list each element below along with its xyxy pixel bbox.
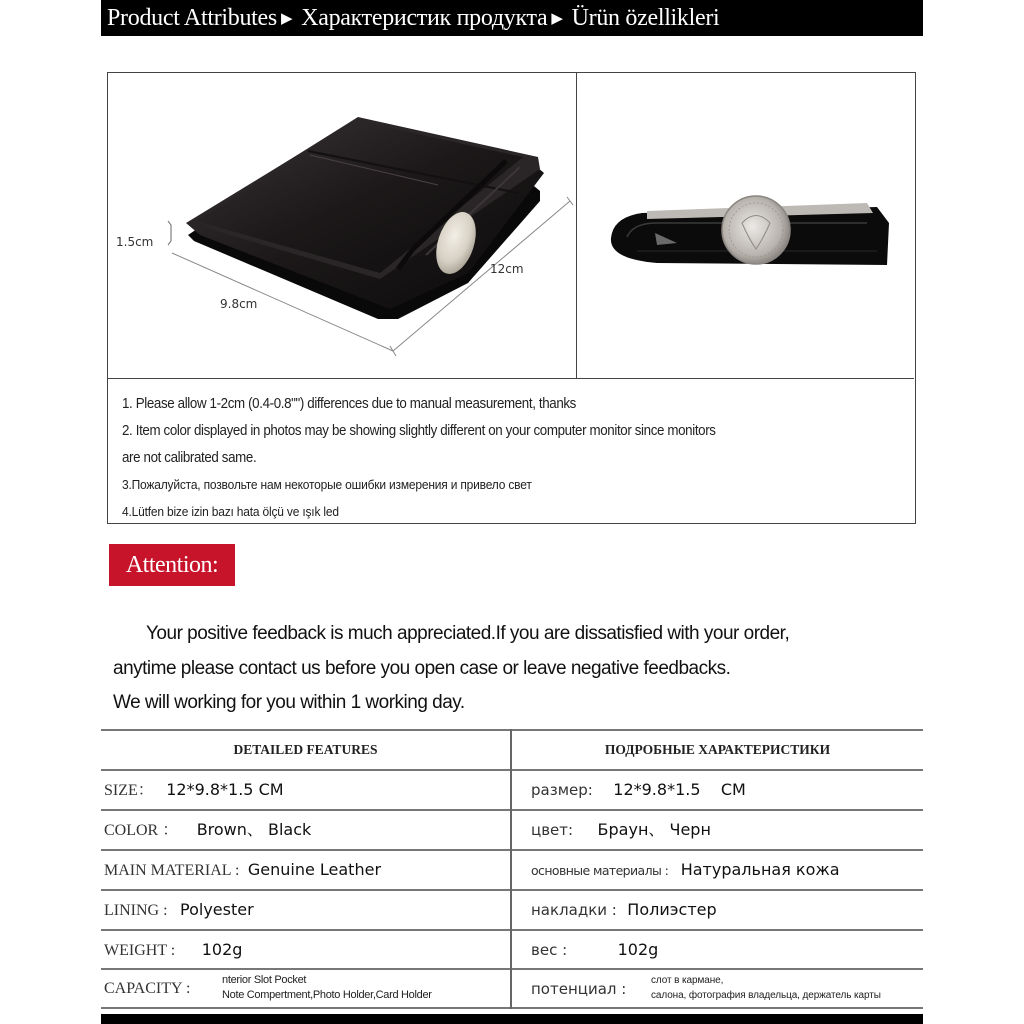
features-table: [101, 729, 923, 1009]
note-3: 3.Пожалуйста, позвольте нам некоторые ошибки измерения и привело свет: [122, 478, 532, 492]
table-row-material: [104, 851, 381, 889]
feedback-line-1: Your positive feedback is much appreciated.If you are dissatisfied with your order,: [146, 623, 790, 644]
lining-value-ru: Полиэстер: [627, 900, 717, 919]
arrow-right-icon: ▶: [551, 11, 563, 27]
table-row-size: [104, 771, 284, 809]
table-row-size-ru: [531, 771, 746, 809]
capacity-value-line-1: nterior Slot Pocket: [222, 974, 307, 986]
feedback-line-2: anytime please contact us before you open case or leave negative feedbacks.: [113, 657, 731, 679]
weight-label-ru: вес :: [531, 941, 568, 959]
attention-badge: Attention:: [109, 544, 235, 586]
wallet-side-photo: [577, 73, 915, 378]
wallet-dimension-photo: [108, 73, 577, 378]
note-2-continued: are not calibrated same.: [122, 450, 257, 466]
weight-value-ru: 102g: [617, 940, 659, 959]
header-detailed-features-ru: ПОДРОБНЫЕ ХАРАКТЕРИСТИКИ: [604, 742, 831, 757]
table-row-color: [104, 811, 311, 849]
header-title-ru: Характеристик продукта: [301, 5, 548, 31]
lining-value: Polyester: [180, 900, 254, 919]
header-detailed-features: DETAILED FEATURES: [233, 742, 378, 757]
wallet-side-image: [577, 73, 915, 378]
table-column-divider: [510, 729, 512, 1009]
material-label: MAIN MATERIAL :: [104, 862, 240, 879]
note-4: 4.Lütfen bize izin bazı hata ölçü ve ışık led: [122, 505, 339, 519]
size-label-ru: размер:: [531, 781, 593, 799]
capacity-value-line-2: Note Compertment,Photo Holder,Card Holder: [222, 989, 432, 1001]
product-photo-box: [107, 72, 916, 524]
size-label: SIZE：: [104, 782, 154, 799]
header-title-en: Product Attributes: [107, 5, 277, 31]
bottom-bar: [101, 1014, 923, 1024]
capacity-value-ru-line-1: слот в кармане,: [651, 975, 724, 986]
table-row-weight: [104, 931, 242, 969]
color-label-ru: цвет:: [531, 821, 574, 839]
capacity-label: CAPACITY :: [104, 980, 191, 997]
capacity-label-ru: потенциал :: [531, 980, 627, 998]
weight-value: 102g: [201, 940, 243, 959]
note-1: 1. Please allow 1-2cm (0.4-0.8"") differences due to manual measurement, thanks: [122, 396, 576, 412]
note-2: 2. Item color displayed in photos may be showing slightly different on your computer monitor since monitors: [122, 423, 716, 439]
product-attributes-header: [101, 0, 923, 36]
width-dimension-label: 9.8cm: [220, 297, 258, 311]
size-value: 12*9.8*1.5 CM: [166, 780, 284, 799]
table-row-material-ru: [531, 851, 840, 889]
material-value: Genuine Leather: [247, 860, 382, 879]
height-dimension-label: 1.5cm: [116, 235, 154, 249]
feedback-message: [113, 617, 913, 721]
header-title-tr: Ürün özellikleri: [571, 5, 720, 31]
table-row-capacity-ru: [531, 970, 626, 1008]
color-value-ru: Браун、 Черн: [597, 820, 711, 839]
lining-label: LINING :: [104, 902, 168, 919]
table-row-lining-ru: [531, 891, 717, 929]
feedback-line-3: We will working for you within 1 working day.: [113, 692, 465, 713]
size-value-ru: 12*9.8*1.5 CM: [613, 780, 746, 799]
table-row-color-ru: [531, 811, 711, 849]
lining-label-ru: накладки :: [531, 901, 617, 919]
table-row-capacity: [104, 970, 190, 1008]
measurement-notes: [108, 378, 914, 523]
arrow-right-icon: ▶: [280, 11, 293, 27]
material-label-ru: основные материалы :: [531, 863, 669, 878]
length-dimension-label: 12cm: [490, 262, 524, 276]
capacity-value-ru-line-2: салона, фотография владельца, держатель карты: [651, 990, 881, 1001]
table-row-lining: [104, 891, 254, 929]
color-label: COLOR ：: [104, 822, 179, 839]
table-row-weight-ru: [531, 931, 658, 969]
color-value: Brown、 Black: [196, 820, 312, 839]
wallet-angled-image: [108, 73, 576, 378]
material-value-ru: Натуральная кожа: [680, 860, 840, 879]
weight-label: WEIGHT :: [104, 942, 176, 959]
